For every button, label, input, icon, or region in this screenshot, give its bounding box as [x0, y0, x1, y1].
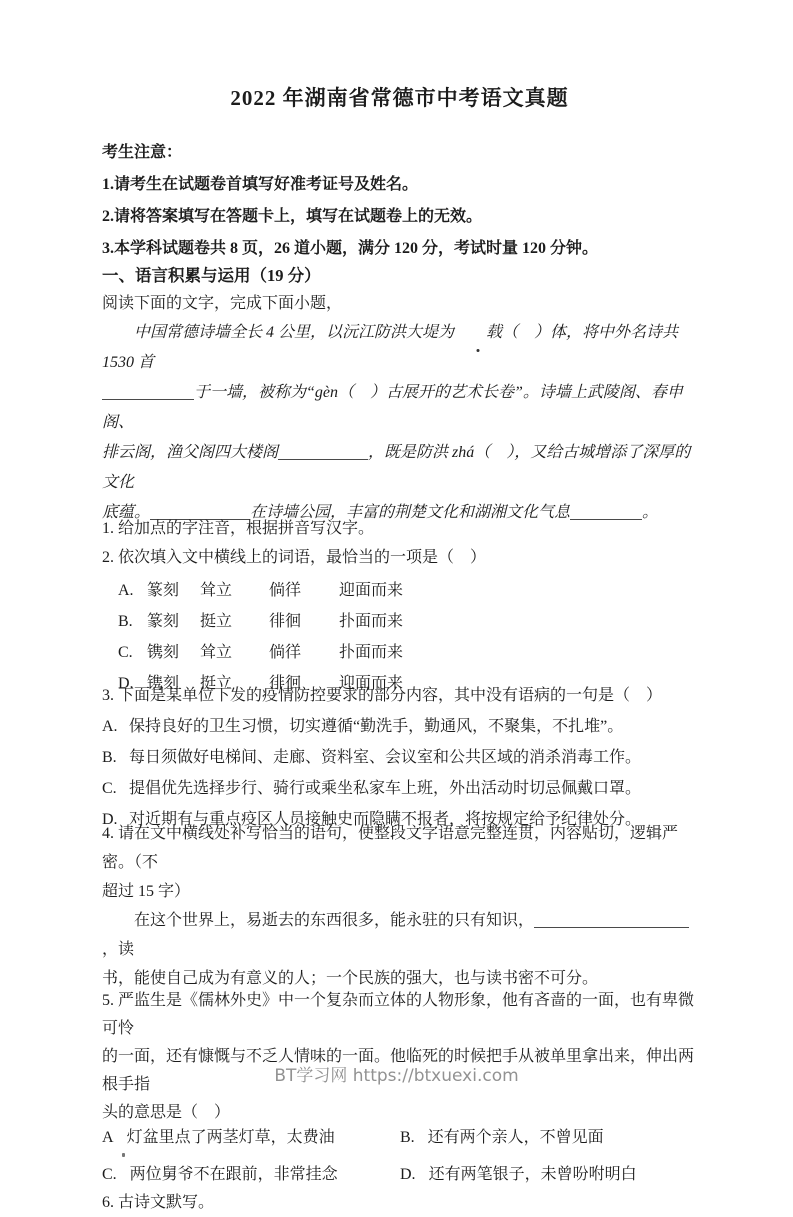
option-c [102, 1163, 400, 1187]
notice-item-1: 1.请考生在试题卷首填写好准考证号及姓名。 [102, 176, 419, 193]
question-5-stem-line-3: 头的意思是（ ） [102, 1104, 231, 1121]
option-text: 还有两个亲人，不曾见面 [427, 1129, 604, 1146]
passage-text: 底蕴。 [102, 504, 151, 521]
blank-line [570, 505, 642, 520]
option-word: 徘徊 [269, 613, 302, 630]
option-row-a [102, 711, 697, 742]
passage-text: 。 [642, 504, 659, 521]
option-word: 挺立 [200, 675, 233, 692]
option-word: 耸立 [200, 582, 233, 599]
page-title: 2022 年湖南省常德市中考语文真题 [230, 86, 569, 110]
option-label: B. [400, 1129, 415, 1146]
reading-passage [102, 318, 697, 528]
blank-line [534, 913, 689, 928]
option-text: 对近期有与重点疫区人员接触史而隐瞒不报者，将按规定给予纪律处分。 [129, 811, 642, 828]
option-label: D. [400, 1166, 416, 1183]
notice-item-2: 2.请将答案填写在答题卡上，填写在试题卷上的无效。 [102, 208, 483, 225]
question-5 [102, 987, 697, 1127]
option-row-c [102, 773, 697, 804]
option-word: 迎面而来 [339, 582, 404, 599]
question-4-quote-line-1 [102, 906, 697, 964]
question-6: 6. 古诗文默写。 [102, 1194, 215, 1211]
option-label: A [102, 1129, 114, 1146]
reading-intro: 阅读下面的文字，完成下面小题， [102, 295, 343, 312]
option-label: D. [118, 675, 134, 692]
passage-text: 中国常德诗墙全长 4 公里，以沅江防洪大堤为 [134, 324, 455, 341]
option-word: 耸立 [200, 644, 233, 661]
option-text: 还有两笔银子，未曾吩咐明白 [428, 1166, 637, 1183]
option-text: 提倡优先选择步行、骑行或乘坐私家车上班，外出活动时切忌佩戴口罩。 [129, 780, 642, 797]
option-row-b [102, 742, 697, 773]
option-row-c [118, 637, 697, 668]
question-4-quote-line-2: 书，能使自己成为有意义的人；一个民族的强大，也与读书密不可分。 [102, 970, 599, 987]
option-text: 保持良好的卫生习惯，切实遵循“勤洗手，勤通风，不聚集，不扎堆”。 [129, 718, 624, 735]
question-3-stem: 3. 下面是某单位下发的疫情防控要求的部分内容，其中没有语病的一句是（ ） [102, 687, 663, 704]
passage-line-3 [102, 438, 697, 498]
blank-line [278, 445, 368, 460]
option-row-b [118, 606, 697, 637]
option-label: C. [118, 644, 133, 661]
emphasized-char: 载 [454, 318, 502, 348]
question-4-stem-line-2: 超过 15 字） [102, 883, 191, 900]
option-word: 倘徉 [269, 644, 302, 661]
option-label: A. [102, 718, 118, 735]
notice-item-3: 3.本学科试题卷共 8 页，26 道小题，满分 120 分，考试时量 120 分钟。 [102, 240, 599, 257]
option-row-cd [102, 1163, 697, 1187]
notice-heading: 考生注意： [102, 144, 183, 161]
option-text: 两位舅爷不在跟前，非常挂念 [129, 1166, 338, 1183]
option-text: 灯盆里点了两茎灯草，太费油 [126, 1129, 335, 1146]
option-word: 镌刻 [147, 644, 180, 661]
option-word: 徘徊 [269, 675, 302, 692]
watermark-footer: BT学习网 https://btxuexi.com [274, 1066, 519, 1086]
scan-artifact-mark [122, 1153, 125, 1157]
passage-text: 于一墙，被称为“gèn（ ）古展开的艺术长卷”。诗墙上武陵阁、春申阁、 [102, 384, 683, 431]
option-row-a [118, 575, 697, 606]
option-row-ab [102, 1126, 697, 1150]
option-label: A. [118, 582, 134, 599]
option-label: B. [118, 613, 133, 630]
passage-text: ，既是防洪 zhá（ ），又给古城增添了深厚的文化 [102, 444, 691, 491]
option-word: 篆刻 [147, 582, 180, 599]
question-2-stem: 2. 依次填入文中横线上的词语，最恰当的一项是（ ） [102, 549, 487, 566]
option-label: D. [102, 811, 118, 828]
passage-text: 排云阁，渔父阁四大楼阁 [102, 444, 279, 461]
option-a [102, 1126, 400, 1150]
passage-text: 在诗墙公园，丰富的荆楚文化和湖湘文化气息 [250, 504, 571, 521]
passage-line-2 [102, 378, 697, 438]
blank-line [102, 385, 194, 400]
question-5-stem-line-2: 的一面，还有慷慨与不乏人情味的一面。他临死的时候把手从被单里拿出来，伸出两根手指 [102, 1048, 695, 1093]
option-b [400, 1126, 604, 1150]
section-heading: 一、语言积累与运用（19 分） [102, 266, 321, 285]
question-4-stem-line-1: 4. 请在文中横线处补写恰当的语句，使整段文字语意完整连贯，内容贴切，逻辑严密。（不 [102, 825, 679, 871]
option-word: 扑面而来 [339, 613, 404, 630]
option-word: 倘徉 [269, 582, 302, 599]
option-word: 镌刻 [147, 675, 180, 692]
candidate-notice [102, 137, 697, 265]
quote-text: 在这个世界上，易逝去的东西很多，能永驻的只有知识， [134, 912, 535, 929]
question-5-options [102, 1126, 697, 1187]
quote-text: ，读 [102, 941, 135, 958]
question-3-options [102, 711, 697, 835]
question-4 [102, 819, 697, 993]
option-word: 扑面而来 [339, 644, 404, 661]
option-word: 挺立 [200, 613, 233, 630]
option-label: C. [102, 780, 117, 797]
question-5-stem-line-1: 5. 严监生是《儒林外史》中一个复杂而立体的人物形象，他有吝啬的一面，也有卑微可怜 [102, 992, 695, 1037]
option-text: 每日须做好电梯间、走廊、资料室、会议室和公共区域的消杀消毒工作。 [129, 749, 642, 766]
question-1: 1. 给加点的字注音，根据拼音写汉字。 [102, 520, 375, 537]
option-word: 篆刻 [147, 613, 180, 630]
passage-line-1 [102, 318, 697, 378]
option-label: B. [102, 749, 117, 766]
passage-text: （ ）体，将中外名诗共 1530 首 [102, 324, 679, 371]
option-word: 迎面而来 [339, 675, 404, 692]
option-d [400, 1163, 637, 1187]
option-label: C. [102, 1166, 117, 1183]
